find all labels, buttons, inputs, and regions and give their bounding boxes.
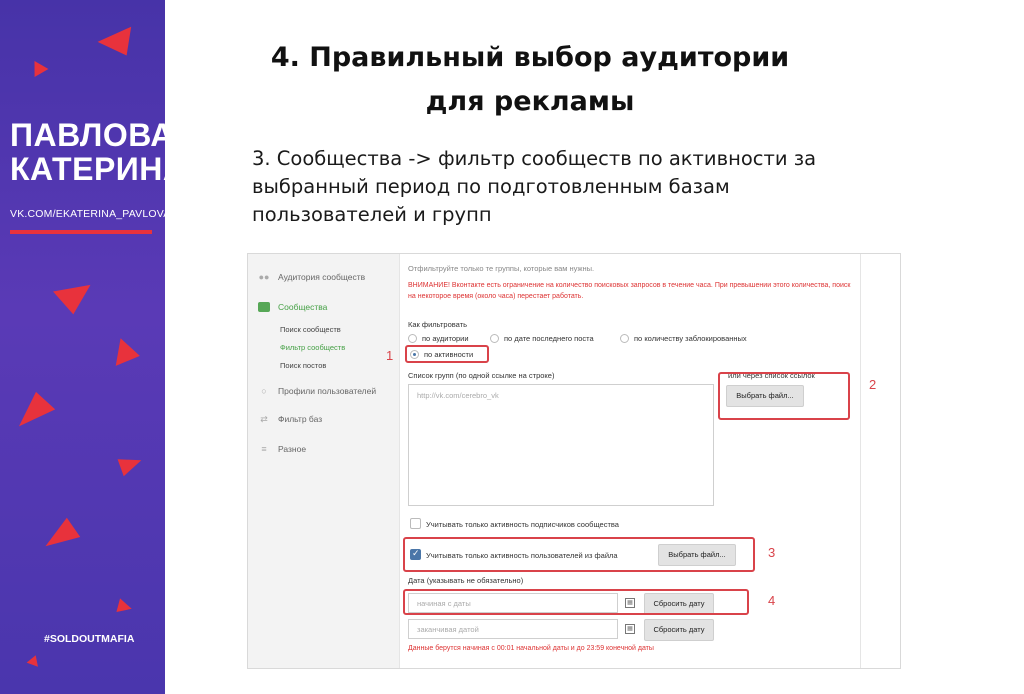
reset-date-button[interactable]: Сбросить дату [644, 593, 714, 615]
sidebar-item-label: Сообщества [278, 302, 328, 312]
brand-name-line1: ПАВЛОВА [10, 117, 174, 153]
radio-dot [490, 334, 499, 343]
radio-label: по аудитории [422, 334, 469, 343]
brand-name [10, 117, 187, 187]
radio-by-blocked[interactable] [620, 334, 747, 343]
highlight-box-2 [718, 372, 850, 420]
warning-text: ВНИМАНИЕ! Вконтакте есть ограничение на количество поисковых запросов в течение часа. При превышении этого количества, поиск на некоторое время (около часа) перестает работать. [408, 282, 851, 300]
group-list-label: Список групп (по одной ссылке на строке) [408, 371, 555, 380]
app-screenshot [247, 253, 901, 669]
highlight-box-1 [405, 345, 489, 363]
radio-label: по количеству заблокированных [634, 334, 747, 343]
triangle-decoration [116, 598, 133, 615]
main-divider [860, 254, 861, 668]
triangle-decoration [118, 452, 145, 476]
intro-text: Отфильтруйте только те группы, которые вам нужны. [408, 264, 595, 273]
marker-2: 2 [869, 377, 877, 392]
sidebar-item-filter-bases[interactable] [258, 414, 322, 424]
triangle-decoration [116, 338, 143, 369]
triangle-decoration [28, 57, 49, 77]
triangle-decoration [40, 516, 80, 547]
sidebar-item-label: Разное [278, 444, 307, 454]
sidebar-item-label: Аудитория сообществ [278, 272, 366, 282]
sidebar-item-audience[interactable] [258, 272, 365, 282]
slide-title [200, 36, 860, 124]
slide-subtitle-line1: 3. Сообщества -> фильтр сообществ по активности за [252, 147, 817, 170]
brand-hashtag: #SOLDOUTMAFIA [44, 633, 135, 645]
radio-label: по дате последнего поста [504, 334, 594, 343]
sidebar-item-profiles[interactable] [258, 386, 376, 396]
menu-icon: ≡ [261, 444, 267, 454]
calendar-icon[interactable]: ▦ [625, 598, 635, 608]
highlight-box-3 [403, 537, 755, 572]
radio-label: по активности [424, 350, 474, 359]
radio-dot [408, 334, 417, 343]
triangle-decoration [53, 285, 95, 317]
checkbox-file-users-label: Учитывать только активность пользователей из файла [426, 551, 618, 560]
slide-subtitle-line2: выбранный период по подготовленным базам [252, 175, 730, 198]
brand-name-line2: КАТЕРИНА [10, 151, 187, 187]
profile-icon: ○ [261, 386, 267, 396]
reset-date-button-2[interactable]: Сбросить дату [644, 619, 714, 641]
checkbox-subscribers-label: Учитывать только активность подписчиков сообщества [426, 520, 619, 529]
triangle-decoration [98, 17, 139, 56]
filter-label: Как фильтровать [408, 320, 467, 329]
chat-icon [258, 302, 270, 312]
radio-by-last-post[interactable] [490, 334, 594, 343]
slide-title-line1: 4. Правильный выбор аудитории [270, 42, 790, 73]
triangle-decoration [27, 653, 42, 667]
choose-file-button-2[interactable]: Выбрать файл... [658, 544, 736, 566]
brand-divider [10, 230, 152, 234]
triangle-decoration [9, 388, 55, 427]
sidebar-item-misc[interactable] [258, 444, 306, 454]
radio-dot [620, 334, 629, 343]
date-start-input[interactable]: начиная с даты [408, 593, 618, 613]
sidebar-item-communities[interactable] [258, 302, 327, 312]
date-end-input[interactable]: заканчивая датой [408, 619, 618, 639]
checkbox-subscribers[interactable] [410, 518, 421, 529]
marker-1: 1 [386, 348, 394, 363]
sidebar-subitem-search-posts[interactable]: Поиск постов [280, 361, 327, 370]
brand-url[interactable]: VK.COM/EKATERINA_PAVLOVA [10, 208, 171, 220]
radio-by-audience[interactable] [408, 334, 469, 343]
group-list-textarea[interactable]: http://vk.com/cerebro_vk [408, 384, 714, 506]
app-sidebar [248, 254, 400, 668]
marker-4: 4 [768, 593, 776, 608]
choose-file-button[interactable]: Выбрать файл... [726, 385, 804, 407]
brand-panel [0, 0, 187, 694]
date-note: Данные берутся начиная с 00:01 начальной даты и до 23:59 конечной даты [408, 645, 654, 652]
calendar-icon[interactable]: ▦ [625, 624, 635, 634]
people-icon: ●● [258, 272, 270, 282]
slide-subtitle-line3: пользователей и групп [252, 203, 492, 226]
file-list-label: или через список ссылок [728, 371, 815, 380]
sidebar-subitem-filter-communities[interactable]: Фильтр сообществ [280, 343, 346, 352]
sidebar-item-label: Профили пользователей [278, 386, 377, 396]
sidebar-subitem-search-communities[interactable]: Поиск сообществ [280, 325, 341, 334]
marker-3: 3 [768, 545, 776, 560]
slide-title-line2: для рекламы [425, 86, 635, 117]
slide-subtitle [252, 145, 872, 229]
sidebar-item-label: Фильтр баз [278, 414, 323, 424]
highlight-box-4 [403, 589, 749, 615]
date-label: Дата (указывать не обязательно) [408, 576, 524, 585]
filter-icon: ⇄ [260, 414, 268, 424]
